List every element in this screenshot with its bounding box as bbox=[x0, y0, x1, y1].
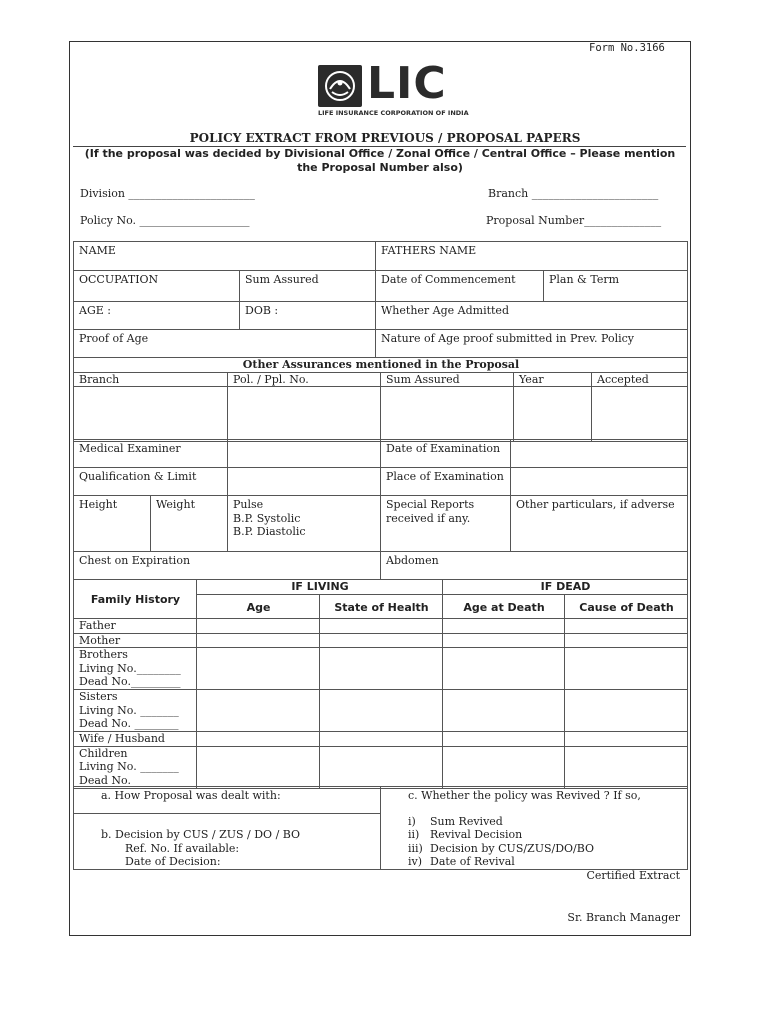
place-of-examination-value[interactable] bbox=[511, 468, 688, 496]
sisters-cell[interactable] bbox=[74, 690, 197, 732]
special-reports-label: Special Reports bbox=[386, 498, 475, 511]
revival-num-4: iv) bbox=[408, 855, 423, 868]
father-health[interactable] bbox=[320, 619, 443, 634]
name-cell[interactable]: NAME bbox=[74, 242, 376, 271]
if-living-heading: IF LIVING bbox=[197, 580, 443, 595]
children-age-at-death[interactable] bbox=[443, 746, 565, 788]
mother-age-at-death[interactable] bbox=[443, 633, 565, 648]
age-cell[interactable]: AGE : bbox=[74, 302, 240, 330]
brothers-health[interactable] bbox=[320, 648, 443, 690]
revival-cell[interactable] bbox=[381, 787, 688, 870]
mother-age[interactable] bbox=[197, 633, 320, 648]
col-age-at-death: Age at Death bbox=[443, 595, 565, 619]
special-reports-cell[interactable] bbox=[381, 496, 511, 552]
qualification-limit-value[interactable] bbox=[228, 468, 381, 496]
revival-item-4: Date of Revival bbox=[430, 855, 515, 868]
mother-label: Mother bbox=[74, 633, 197, 648]
brothers-dead: Dead No._________ bbox=[79, 675, 181, 688]
vitals-cell[interactable] bbox=[228, 496, 381, 552]
date-of-commencement-cell[interactable]: Date of Commencement bbox=[376, 271, 544, 302]
other-pol-no-input[interactable] bbox=[228, 387, 381, 442]
mother-cause[interactable] bbox=[565, 633, 688, 648]
wife-husband-label: Wife / Husband bbox=[74, 732, 197, 747]
decision-cell[interactable] bbox=[74, 814, 381, 870]
decision-by-label: b. Decision by CUS / ZUS / DO / BO bbox=[101, 828, 301, 841]
sisters-health[interactable] bbox=[320, 690, 443, 732]
nature-of-age-proof-cell[interactable]: Nature of Age proof submitted in Prev. Policy bbox=[376, 330, 688, 358]
other-assurances-table bbox=[73, 357, 688, 442]
revival-num-1: i) bbox=[408, 814, 416, 828]
table-row bbox=[74, 619, 688, 634]
ref-no-label: Ref. No. If available: bbox=[125, 841, 240, 855]
page-title: POLICY EXTRACT FROM PREVIOUS / PROPOSAL PAPERS bbox=[189, 131, 581, 145]
if-dead-heading: IF DEAD bbox=[443, 580, 688, 595]
sisters-living: Living No. _______ bbox=[79, 703, 179, 717]
qualification-limit-cell[interactable]: Qualification & Limit bbox=[74, 468, 228, 496]
medical-examiner-value[interactable] bbox=[228, 440, 381, 468]
col-branch: Branch bbox=[74, 372, 228, 387]
family-history-table bbox=[73, 579, 688, 789]
age-admitted-cell[interactable]: Whether Age Admitted bbox=[376, 302, 688, 330]
policy-no-field[interactable]: Policy No. ____________________ bbox=[80, 214, 250, 227]
children-health[interactable] bbox=[320, 746, 443, 788]
special-reports-label-2: received if any. bbox=[386, 511, 471, 525]
medical-table bbox=[73, 439, 688, 580]
mother-health[interactable] bbox=[320, 633, 443, 648]
brothers-living: Living No.________ bbox=[79, 661, 181, 675]
children-cause[interactable] bbox=[565, 746, 688, 788]
brothers-cause[interactable] bbox=[565, 648, 688, 690]
branch-field[interactable]: Branch _______________________ bbox=[488, 187, 659, 200]
date-of-examination-value[interactable] bbox=[511, 440, 688, 468]
revival-question: c. Whether the policy was Revived ? If so, bbox=[408, 789, 641, 802]
table-row bbox=[74, 633, 688, 648]
plan-term-cell[interactable]: Plan & Term bbox=[544, 271, 688, 302]
col-age: Age bbox=[197, 595, 320, 619]
certified-extract: Certified Extract bbox=[586, 869, 680, 882]
spouse-health[interactable] bbox=[320, 732, 443, 747]
signatory: Sr. Branch Manager bbox=[567, 911, 680, 924]
revival-num-3: iii) bbox=[408, 841, 423, 855]
col-cause-of-death: Cause of Death bbox=[565, 595, 688, 619]
revival-item-3: Decision by CUS/ZUS/DO/BO bbox=[430, 841, 595, 855]
col-state-of-health: State of Health bbox=[320, 595, 443, 619]
table-row bbox=[74, 690, 688, 732]
bp-systolic-label: B.P. Systolic bbox=[233, 511, 301, 525]
children-living: Living No. _______ bbox=[79, 760, 179, 773]
lic-emblem-icon bbox=[318, 65, 362, 107]
bp-diastolic-label: B.P. Diastolic bbox=[233, 525, 306, 538]
sisters-age[interactable] bbox=[197, 690, 320, 732]
children-cell[interactable] bbox=[74, 746, 197, 788]
sisters-age-at-death[interactable] bbox=[443, 690, 565, 732]
sum-assured-cell[interactable]: Sum Assured bbox=[240, 271, 376, 302]
brothers-cell[interactable] bbox=[74, 648, 197, 690]
weight-cell[interactable]: Weight bbox=[151, 496, 228, 552]
other-year-input[interactable] bbox=[514, 387, 592, 442]
table-row bbox=[74, 746, 688, 788]
chest-cell[interactable]: Chest on Expiration bbox=[74, 552, 381, 580]
pulse-label: Pulse bbox=[233, 498, 264, 511]
other-branch-input[interactable] bbox=[74, 387, 228, 442]
father-label: Father bbox=[74, 619, 197, 634]
sisters-dead: Dead No. ________ bbox=[79, 717, 179, 730]
division-field[interactable]: Division _______________________ bbox=[80, 187, 255, 200]
other-assurances-heading: Other Assurances mentioned in the Proposal bbox=[74, 358, 688, 373]
revival-item-1: Sum Revived bbox=[430, 814, 503, 828]
sisters-cause[interactable] bbox=[565, 690, 688, 732]
revival-item-2: Revival Decision bbox=[430, 828, 523, 841]
occupation-cell[interactable]: OCCUPATION bbox=[74, 271, 240, 302]
table-row bbox=[74, 732, 688, 747]
dob-cell[interactable]: DOB : bbox=[240, 302, 376, 330]
revival-num-2: ii) bbox=[408, 828, 420, 841]
col-accepted: Accepted bbox=[592, 372, 688, 387]
col-sum-assured: Sum Assured bbox=[381, 372, 514, 387]
proof-of-age-cell[interactable]: Proof of Age bbox=[74, 330, 376, 358]
abdomen-cell[interactable]: Abdomen bbox=[381, 552, 688, 580]
family-history-heading: Family History bbox=[74, 580, 197, 619]
col-pol-ppl-no: Pol. / Ppl. No. bbox=[228, 372, 381, 387]
children-dead: Dead No. ________ bbox=[79, 773, 179, 787]
how-proposal-dealt-cell[interactable]: a. How Proposal was dealt with: bbox=[74, 787, 381, 814]
father-age-at-death[interactable] bbox=[443, 619, 565, 634]
form-number: Form No.3166 bbox=[589, 42, 665, 54]
place-of-examination-cell[interactable]: Place of Examination bbox=[381, 468, 511, 496]
medical-examiner-cell[interactable]: Medical Examiner bbox=[74, 440, 228, 468]
personal-details-table bbox=[73, 241, 688, 358]
brothers-age-at-death[interactable] bbox=[443, 648, 565, 690]
other-accepted-input[interactable] bbox=[592, 387, 688, 442]
table-row bbox=[74, 648, 688, 690]
fathers-name-cell[interactable]: FATHERS NAME bbox=[376, 242, 688, 271]
children-age[interactable] bbox=[197, 746, 320, 788]
col-year: Year bbox=[514, 372, 592, 387]
logo-subtitle: LIFE INSURANCE CORPORATION OF INDIA bbox=[318, 109, 469, 117]
sisters-label: Sisters bbox=[79, 690, 118, 703]
date-of-examination-cell[interactable]: Date of Examination bbox=[381, 440, 511, 468]
height-cell[interactable]: Height bbox=[74, 496, 151, 552]
spouse-age-at-death[interactable] bbox=[443, 732, 565, 747]
spouse-cause[interactable] bbox=[565, 732, 688, 747]
spouse-age[interactable] bbox=[197, 732, 320, 747]
page-subtitle: (If the proposal was decided by Divisional Office / Zonal Office / Central Office – Please mention the Proposal Number also) bbox=[84, 147, 676, 174]
proposal-number-field[interactable]: Proposal Number______________ bbox=[486, 214, 662, 227]
date-of-decision-label: Date of Decision: bbox=[125, 855, 221, 868]
children-label: Children bbox=[79, 746, 128, 760]
other-particulars-cell[interactable]: Other particulars, if adverse bbox=[511, 496, 688, 552]
decision-table bbox=[73, 786, 688, 870]
father-age[interactable] bbox=[197, 619, 320, 634]
brothers-label: Brothers bbox=[79, 648, 128, 661]
brothers-age[interactable] bbox=[197, 648, 320, 690]
father-cause[interactable] bbox=[565, 619, 688, 634]
logo-text: LIC bbox=[367, 58, 447, 109]
other-sum-assured-input[interactable] bbox=[381, 387, 514, 442]
